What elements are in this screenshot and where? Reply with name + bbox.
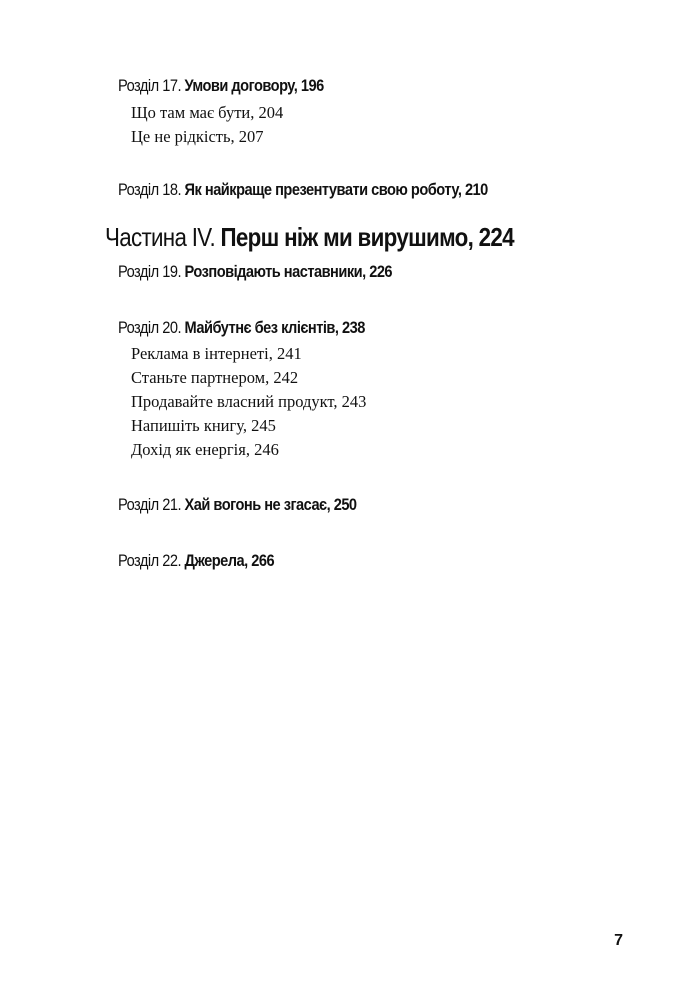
part-label: Частина IV. <box>105 222 215 252</box>
chapter-title: Умови договору, 196 <box>184 76 324 95</box>
chapter-label: Розділ 17. <box>118 76 181 95</box>
toc-entry-chapter-19 <box>118 262 392 282</box>
chapter-title: Майбутнє без клієнтів, 238 <box>184 318 365 337</box>
page-number: 7 <box>614 932 623 949</box>
chapter-title: Хай вогонь не згасає, 250 <box>184 495 357 514</box>
toc-subentry: Це не рідкість, 207 <box>131 127 264 146</box>
toc-entry-chapter-17 <box>118 76 324 96</box>
part-title: Перш ніж ми вирушимо, 224 <box>220 222 514 252</box>
chapter-label: Розділ 18. <box>118 180 181 199</box>
toc-entry-chapter-21 <box>118 495 357 515</box>
toc-subentry: Продавайте власний продукт, 243 <box>131 392 367 411</box>
toc-subentry: Що там має бути, 204 <box>131 103 284 122</box>
chapter-label: Розділ 19. <box>118 262 181 281</box>
toc-entry-chapter-18 <box>118 180 488 200</box>
chapter-title: Як найкраще презентувати свою роботу, 210 <box>184 180 488 199</box>
chapter-title: Джерела, 266 <box>184 551 275 570</box>
chapter-title: Розповідають наставники, 226 <box>184 262 393 281</box>
toc-entry-chapter-22 <box>118 551 274 571</box>
toc-subentry: Дохід як енергія, 246 <box>131 440 279 459</box>
toc-entry-part-4 <box>105 222 514 253</box>
toc-subentry: Станьте партнером, 242 <box>131 368 299 387</box>
chapter-label: Розділ 22. <box>118 551 181 570</box>
toc-subentry: Напишіть книгу, 245 <box>131 416 276 435</box>
toc-subentry: Реклама в інтернеті, 241 <box>131 344 302 363</box>
chapter-label: Розділ 20. <box>118 318 181 337</box>
chapter-label: Розділ 21. <box>118 495 181 514</box>
toc-entry-chapter-20 <box>118 318 365 338</box>
